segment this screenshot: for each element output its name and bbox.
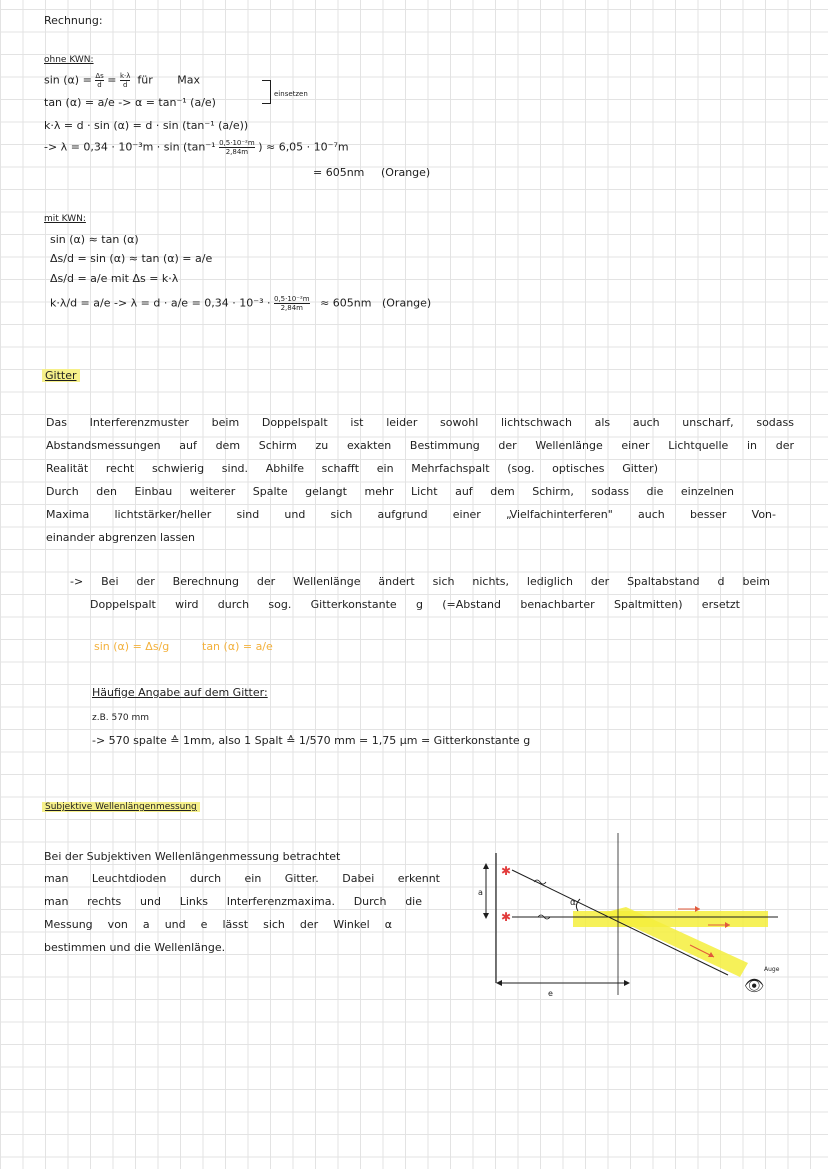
formula-sin-gitter: sin (α) = Δs/g xyxy=(94,640,170,653)
gitter-para-line-3: Realität recht schwierig sind. Abhilfe schafft ein Mehrfachspalt (sog. optisches Gitter) xyxy=(46,462,658,475)
led-red-icon: ✱ xyxy=(501,910,512,924)
led-red-icon: ✱ xyxy=(501,864,512,878)
result-nm: = 605nm xyxy=(313,166,365,179)
formula-k-lambda-line: k·λ = d · sin (α) = d · sin (tan⁻¹ (a/e)) xyxy=(44,119,249,132)
arrow-left-icon xyxy=(496,980,502,986)
angabe-heading: Häufige Angabe auf dem Gitter: xyxy=(92,686,268,699)
einsetzen-label: einsetzen xyxy=(274,90,308,98)
gitter-para-line-6: einander abgrenzen lassen xyxy=(46,531,196,544)
subjektiv-line-1: Bei der Subjektiven Wellenlängenmessung betrachtet xyxy=(44,850,341,863)
subjektiv-line-2: man Leuchtdioden durch ein Gitter. Dabei erkennt xyxy=(44,872,440,885)
gitter-para-line-4: Durch den Einbau weiterer Spalte gelangt mehr Licht auf dem Schirm, sodass die einzelnen xyxy=(46,485,734,498)
gitter-note-line-1: -> Bei der Berechnung der Wellenlänge ändert sich nichts, lediglich der Spaltabstand d beim xyxy=(70,575,770,588)
formula-sin-line: sin (α) = $\frac{\Delta s}{d}$ = $\frac{k\cdot\lambda}{d}$ für Max xyxy=(44,72,200,89)
angabe-calculation: -> 570 spalte ≙ 1mm, also 1 Spalt ≙ 1/570 mm = 1,75 μm = Gitterkonstante g xyxy=(92,734,531,747)
subjektiv-line-3: man rechts und Links Interferenzmaxima. Durch die xyxy=(44,895,422,908)
approx-line-4: k·λ/d = a/e -> λ = d · a/e = 0,34 · 10⁻³ · $\frac{\text{0,5·10⁻²m}}{2,84m}$ ≈ 605nm (Orange) xyxy=(50,295,432,312)
subjektiv-heading: Subjektive Wellenlängenmessung xyxy=(42,800,200,814)
label-a: a xyxy=(478,888,483,897)
rechnung-title: Rechnung: xyxy=(44,14,103,27)
subjektiv-line-5: bestimmen und die Wellenlänge. xyxy=(44,941,226,954)
subjektiv-line-4: Messung von a und e lässt sich der Winkel α xyxy=(44,918,392,931)
result-color: (Orange) xyxy=(381,166,431,179)
approx-line-2: Δs/d = sin (α) ≈ tan (α) = a/e xyxy=(50,252,213,265)
grating-diagram xyxy=(478,825,808,1015)
gitter-para-line-2: Abstandsmessungen auf dem Schirm zu exakten Bestimmung der Wellenlänge einer Lichtquelle in der xyxy=(46,439,794,452)
angle-arc xyxy=(576,899,580,911)
einsetzen-bracket xyxy=(262,80,271,104)
eye-icon: 👁 xyxy=(744,976,765,995)
formula-tan-line: tan (α) = a/e -> α = tan⁻¹ (a/e) xyxy=(44,96,216,109)
angabe-example: z.B. 570 mm xyxy=(92,713,150,723)
arrow-up-icon xyxy=(483,863,489,869)
mit-kwn-heading: mit KWN: xyxy=(44,214,86,224)
formula-tan-gitter: tan (α) = a/e xyxy=(202,640,273,653)
arrow-down-icon xyxy=(483,913,489,919)
approx-line-3: Δs/d = a/e mit Δs = k·λ xyxy=(50,272,179,285)
arrow-right-icon xyxy=(624,980,630,986)
gitter-para-line-1: Das Interferenzmuster beim Doppelspalt ist leider sowohl lichtschwach als auch unscharf, sodass xyxy=(46,416,794,429)
label-e: e xyxy=(548,989,553,998)
formula-lambda-line: -> λ = 0,34 · 10⁻³m · sin (tan⁻¹ $\frac{\text{0,5·10⁻²m}}{2,84m}$ ) ≈ 6,05 · 10⁻⁷m xyxy=(44,139,349,156)
ohne-kwn-heading: ohne KWN: xyxy=(44,55,94,65)
gitter-note-line-2: Doppelspalt wird durch sog. Gitterkonstante g (=Abstand benachbarter Spaltmitten) ersetzt xyxy=(90,598,740,611)
gitter-para-line-5: Maxima lichtstärker/heller sind und sich aufgrund einer „Vielfachinterferen" auch besser Von- xyxy=(46,508,776,521)
label-alpha: α xyxy=(570,898,576,908)
approx-line-1: sin (α) ≈ tan (α) xyxy=(50,233,139,246)
gitter-heading: Gitter xyxy=(42,369,80,383)
label-eye: Auge xyxy=(764,966,780,973)
